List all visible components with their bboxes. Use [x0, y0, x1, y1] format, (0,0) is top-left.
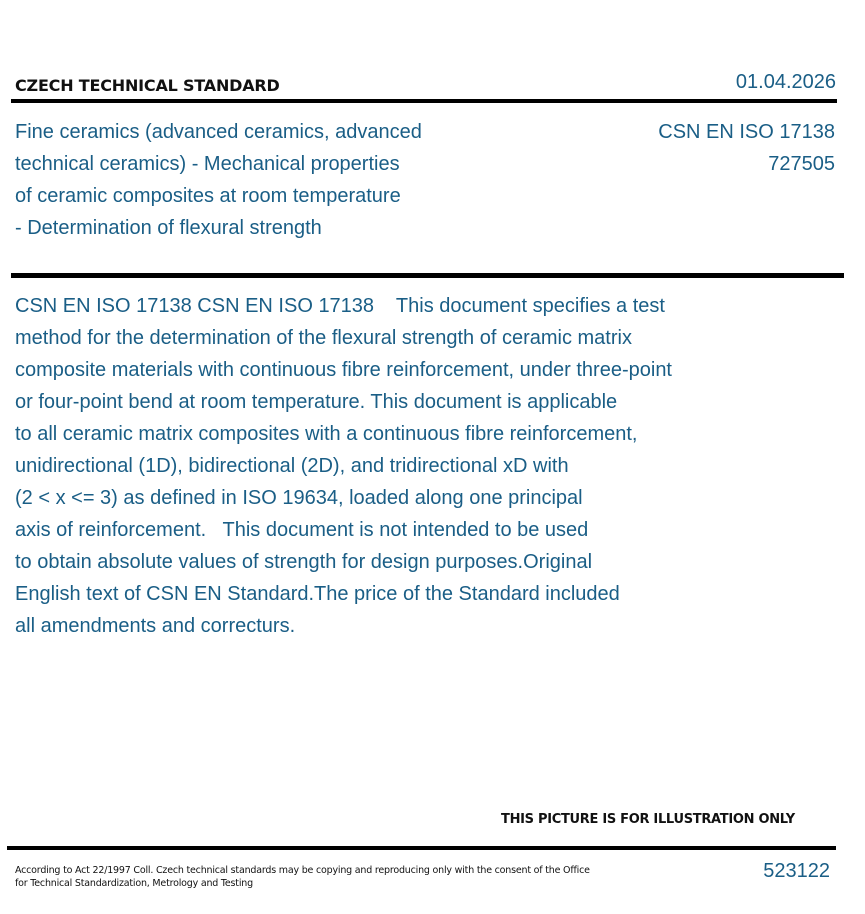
abstract-line: English text of CSN EN Standard.The price of the Standard included — [15, 583, 620, 605]
standard-title-line: - Determination of flexural strength — [15, 217, 322, 239]
abstract-line: axis of reinforcement. This document is not intended to be used — [15, 519, 589, 541]
abstract-line: to obtain absolute values of strength for design purposes.Original — [15, 551, 593, 573]
standard-title-line: technical ceramics) - Mechanical properties — [15, 153, 400, 175]
abstract-text — [15, 290, 775, 642]
document-type-heading: CZECH TECHNICAL STANDARD — [15, 76, 280, 95]
legal-notice-line: According to Act 22/1997 Coll. Czech technical standards may be copying and reproducing only with the consent of the Office — [15, 865, 590, 876]
header-divider — [11, 99, 837, 103]
standard-designation: CSN EN ISO 17138 — [658, 121, 835, 143]
standard-title — [15, 116, 485, 244]
abstract-line: composite materials with continuous fibre reinforcement, under three-point — [15, 359, 672, 381]
standard-title-line: Fine ceramics (advanced ceramics, advanced — [15, 121, 422, 143]
title-divider — [11, 273, 844, 278]
abstract-line: CSN EN ISO 17138 CSN EN ISO 17138 This document specifies a test — [15, 295, 665, 317]
abstract-line: method for the determination of the flexural strength of ceramic matrix — [15, 327, 632, 349]
abstract-line: to all ceramic matrix composites with a continuous fibre reinforcement, — [15, 423, 638, 445]
abstract-line: all amendments and correcturs. — [15, 615, 296, 637]
abstract-line: or four-point bend at room temperature. This document is applicable — [15, 391, 618, 413]
abstract-line: (2 < x <= 3) as defined in ISO 19634, loaded along one principal — [15, 487, 583, 509]
footer-divider — [7, 846, 836, 850]
catalog-number: 727505 — [768, 153, 835, 175]
illustration-disclaimer: THIS PICTURE IS FOR ILLUSTRATION ONLY — [501, 812, 795, 827]
standard-identifiers — [658, 116, 835, 180]
legal-notice-line: for Technical Standardization, Metrology and Testing — [15, 878, 253, 889]
abstract-line: unidirectional (1D), bidirectional (2D), and tridirectional xD with — [15, 455, 569, 477]
standard-title-line: of ceramic composites at room temperature — [15, 185, 401, 207]
legal-notice — [15, 864, 655, 890]
document-code: 523122 — [763, 860, 830, 882]
publication-date: 01.04.2026 — [735, 71, 836, 93]
